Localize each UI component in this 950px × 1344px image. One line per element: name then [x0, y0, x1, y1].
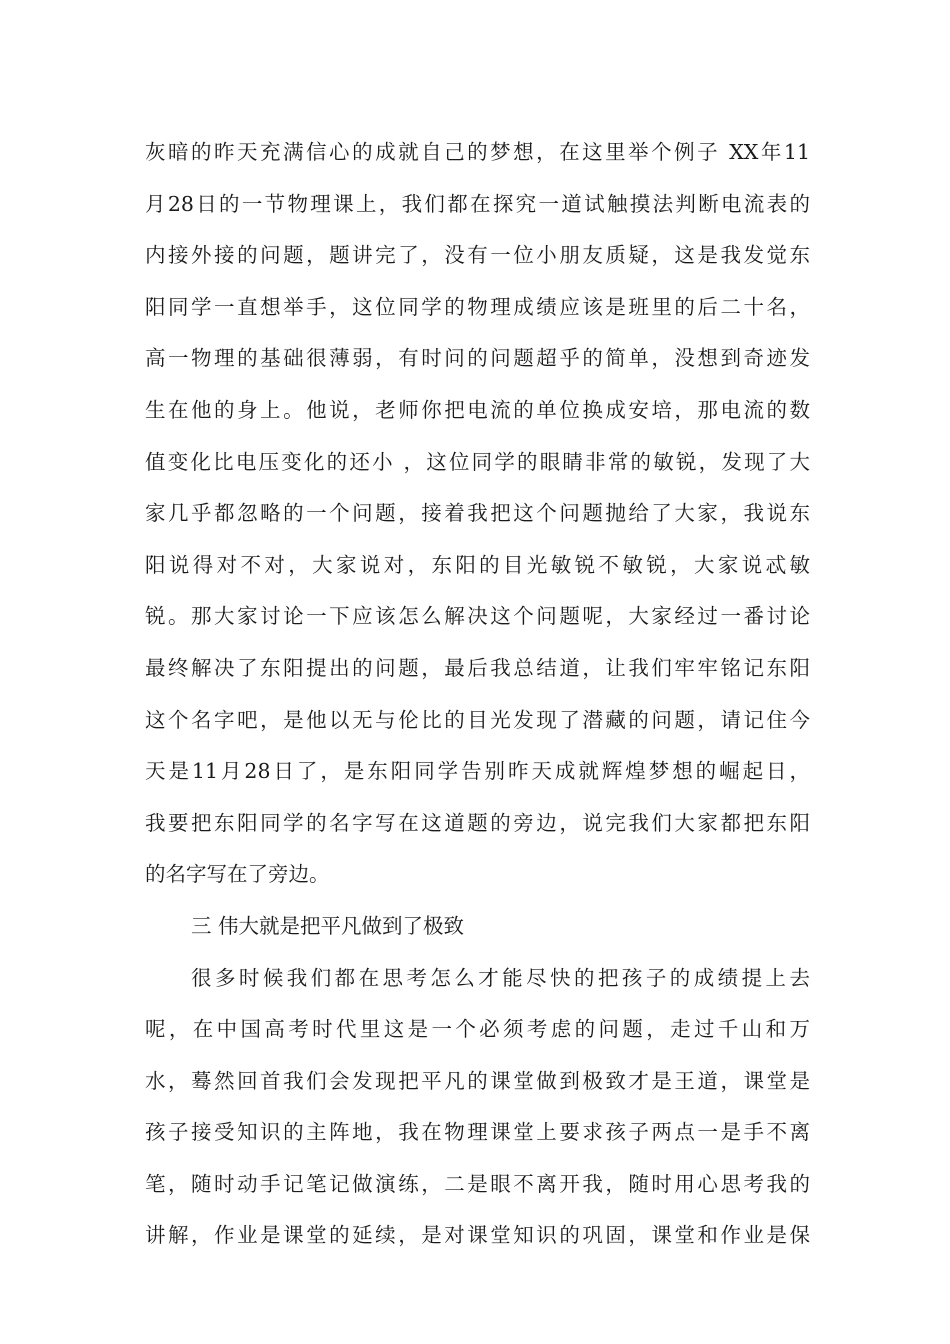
text-line: 笔，随时动手记笔记做演练，二是眼不离开我，随时用心思考我的: [145, 1171, 810, 1196]
text-line: 值变化比电压变化的还小 ，这位同学的眼睛非常的敏锐，发现了大: [145, 449, 810, 474]
text-line: 阳说得对不对，大家说对，东阳的目光敏锐不敏锐，大家说忒敏: [145, 552, 810, 577]
text-line: 我要把东阳同学的名字写在这道题的旁边，说完我们大家都把东阳: [145, 810, 810, 835]
paragraph: [145, 953, 810, 1263]
text-line: 这个名字吧，是他以无与伦比的目光发现了潜藏的问题，请记住今: [145, 707, 810, 732]
text-line: 呢，在中国高考时代里这是一个必须考虑的问题，走过千山和万: [145, 1017, 810, 1042]
text-line: 最终解决了东阳提出的问题，最后我总结道，让我们牢牢铭记东阳: [145, 655, 810, 680]
paragraph: [145, 127, 810, 901]
text-line: 水，蓦然回首我们会发现把平凡的课堂做到极致才是王道，课堂是: [145, 1068, 810, 1093]
text-line: 讲解，作业是课堂的延续，是对课堂知识的巩固，课堂和作业是保: [145, 1223, 810, 1248]
section-heading: 三 伟大就是把平凡做到了极致: [191, 913, 465, 938]
text-line: 天是11月28日了，是东阳同学告别昨天成就辉煌梦想的崛起日，: [145, 759, 810, 784]
text-line: 很多时候我们都在思考怎么才能尽快的把孩子的成绩提上去: [191, 965, 810, 990]
text-line: 家几乎都忽略的一个问题，接着我把这个问题抛给了大家，我说东: [145, 501, 810, 526]
text-line: 内接外接的问题，题讲完了，没有一位小朋友质疑，这是我发觉东: [145, 243, 810, 268]
text-line: 孩子接受知识的主阵地，我在物理课堂上要求孩子两点一是手不离: [145, 1120, 810, 1145]
text-line: 阳同学一直想举手，这位同学的物理成绩应该是班里的后二十名，: [145, 294, 810, 319]
text-line: 灰暗的昨天充满信心的成就自己的梦想，在这里举个例子 XX年11: [145, 140, 810, 164]
text-line: 的名字写在了旁边。: [145, 862, 330, 887]
text-line: 月28日的一节物理课上，我们都在探究一道试触摸法判断电流表的: [145, 191, 810, 216]
text-line: 高一物理的基础很薄弱，有时问的问题超乎的简单，没想到奇迹发: [145, 346, 810, 371]
text-line: 锐。那大家讨论一下应该怎么解决这个问题呢，大家经过一番讨论: [145, 604, 810, 629]
text-line: 生在他的身上。他说，老师你把电流的单位换成安培，那电流的数: [145, 397, 810, 422]
document-body: [145, 127, 810, 1262]
